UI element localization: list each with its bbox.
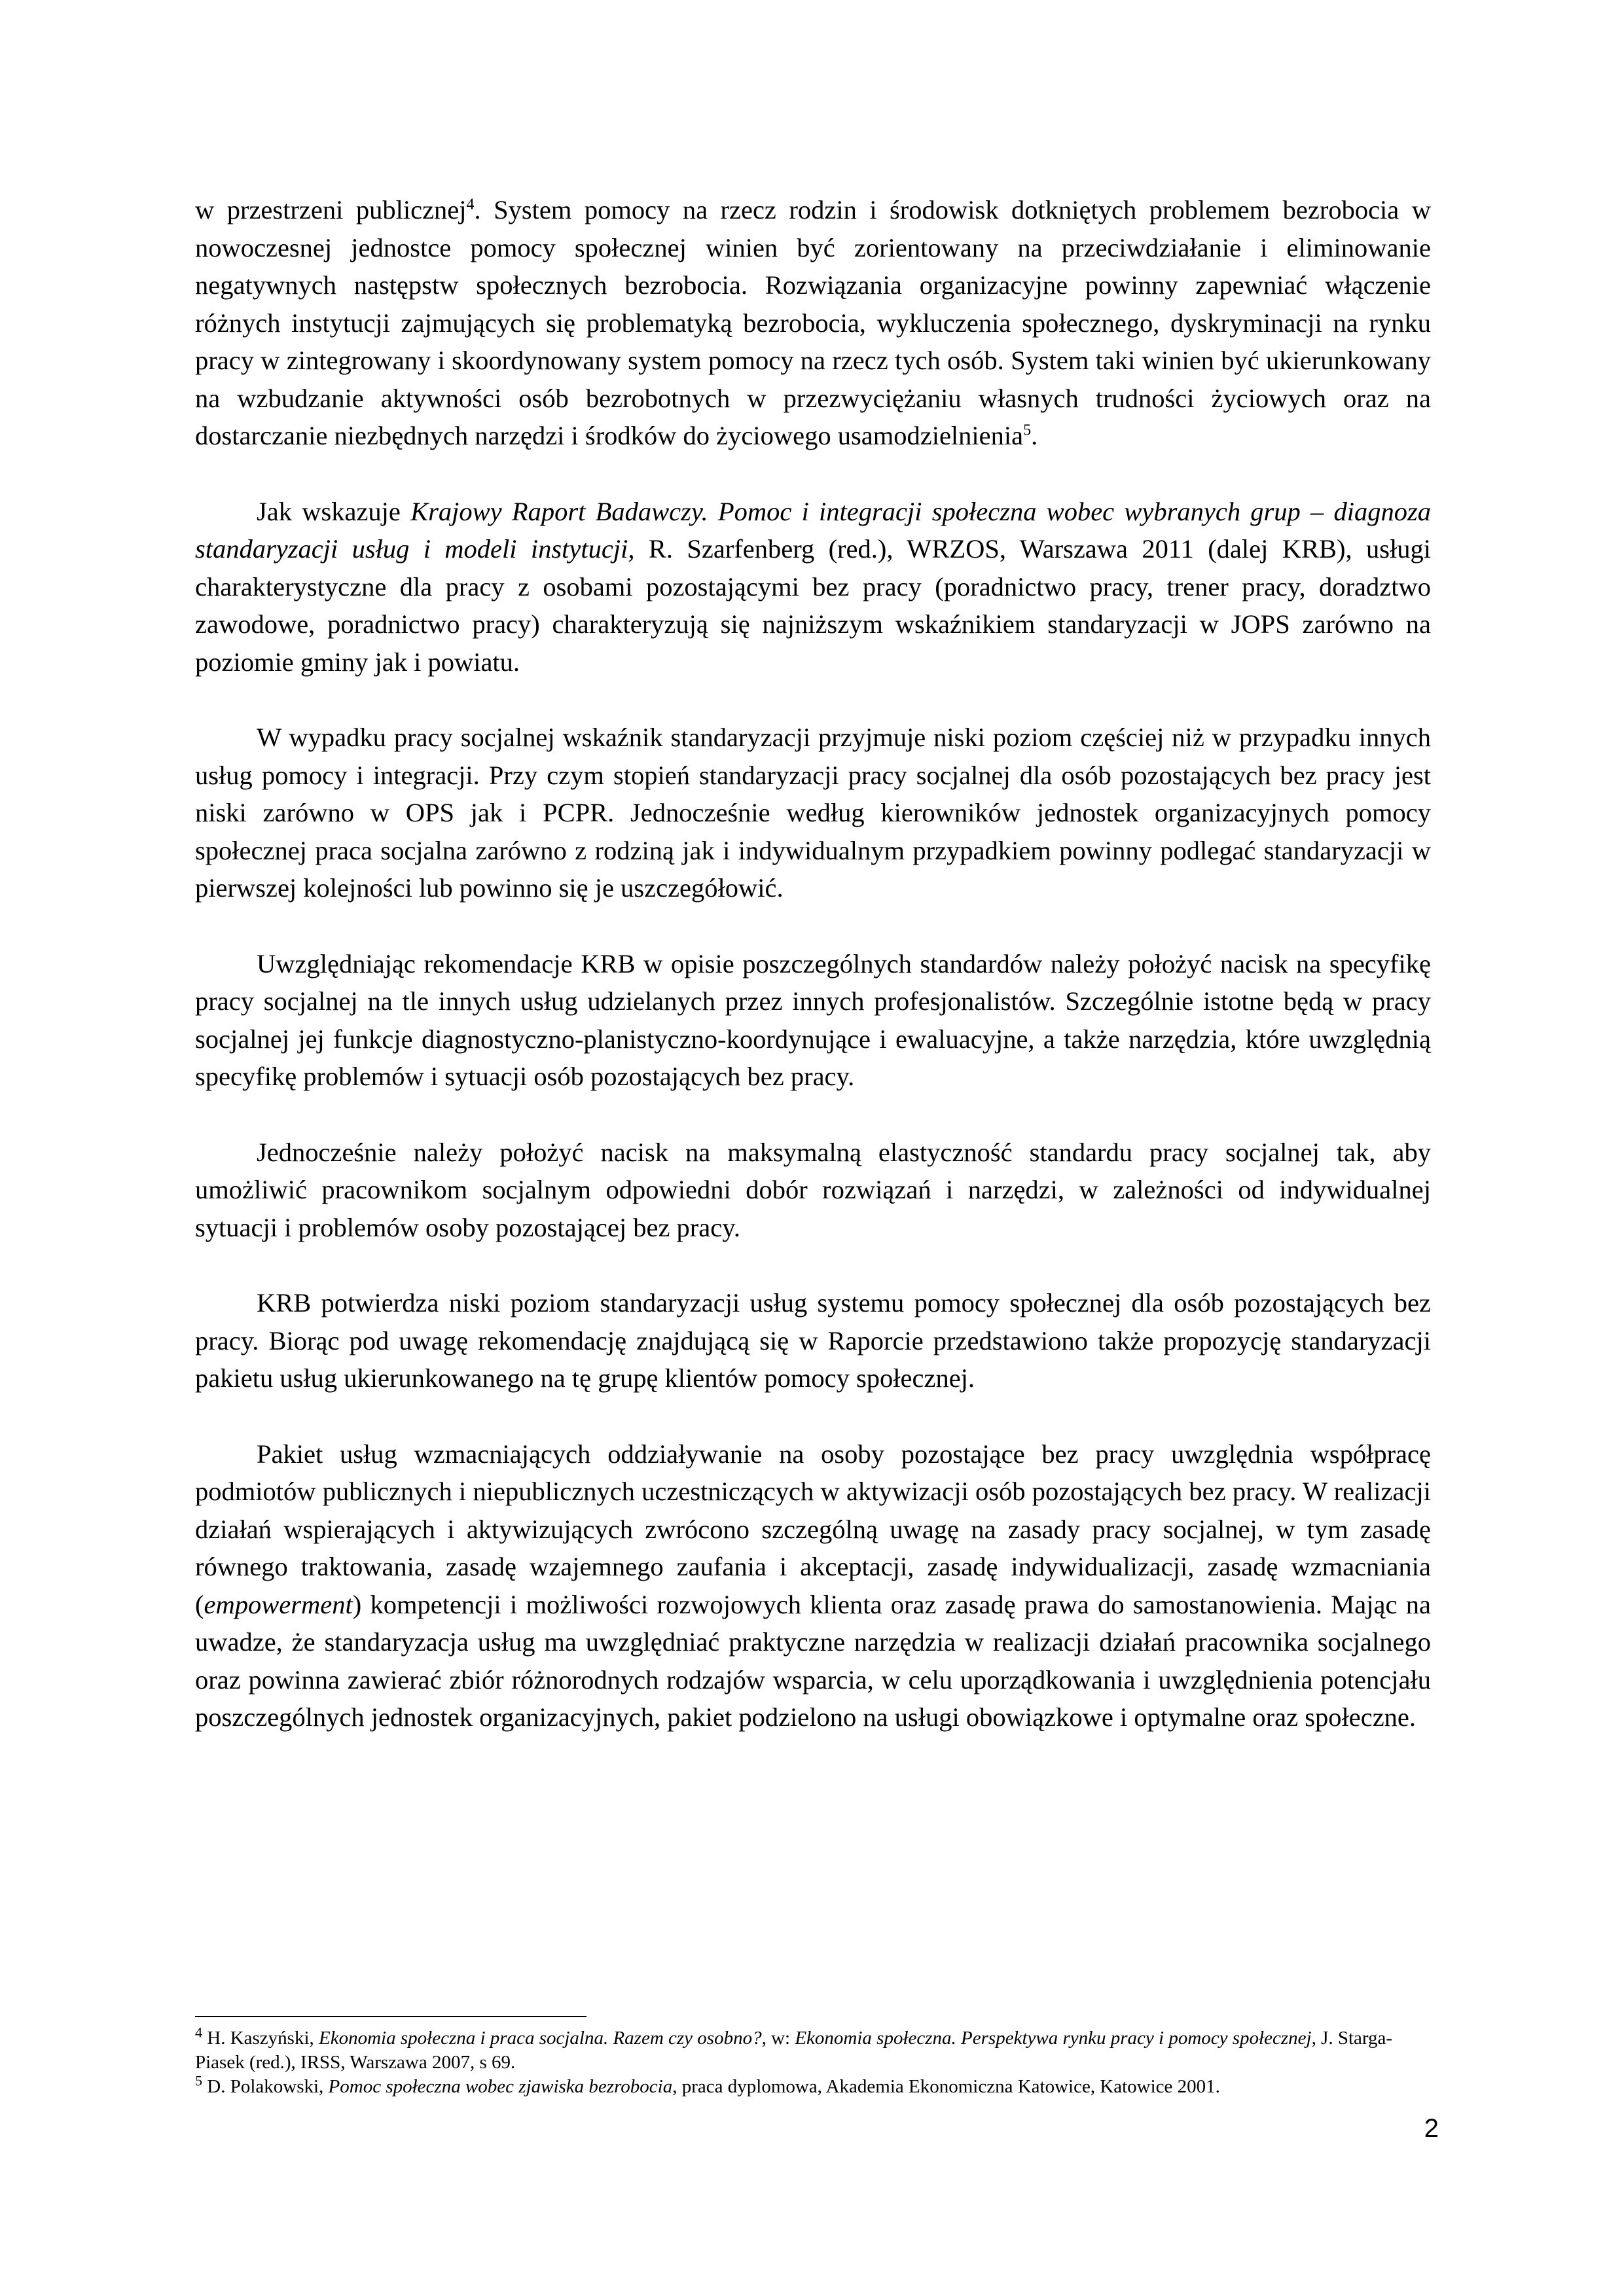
footnote-5-publisher: , praca dyplomowa, Akademia Ekonomiczna Katowice, Katowice 2001. [672, 2076, 1220, 2097]
footnote-4-author: H. Kaszyński, [202, 2028, 319, 2049]
paragraph-2 [195, 493, 1431, 681]
paragraph-3: W wypadku pracy socjalnej wskaźnik standaryzacji przyjmuje niski poziom częściej niż w przypadku innych usług pomocy i integracji. Przy czym stopień standaryzacji pracy socjalnej dla osób pozostających bez pracy jest niski zarówno w OPS jak i PCPR. Jednocześnie według kierowników jednostek organizacyjnych pomocy społecznej praca socjalna zarówno z rodziną jak i indywidualnym przypadkiem powinny podlegać standaryzacji w pierwszej kolejności lub powinno się je uszczegółowić. [195, 723, 1431, 903]
footnote-5-number: 5 [195, 2072, 202, 2089]
paragraph-7 [195, 1435, 1431, 1736]
footnote-4-number: 4 [195, 2024, 202, 2041]
paragraph-6: KRB potwierdza niski poziom standaryzacji usług systemu pomocy społecznej dla osób pozostających bez pracy. Biorąc pod uwagę rekomendację znajdującą się w Raporcie przedstawiono także propozycję standaryzacji pakietu usług ukierunkowanego na tę grupę klientów pomocy społecznej. [195, 1288, 1431, 1393]
paragraph-1-text-a: w przestrzeni publicznej [195, 195, 467, 224]
paragraph-4: Uwzględniając rekomendacje KRB w opisie poszczególnych standardów należy położyć nacisk na specyfikę pracy socjalnej na tle innych usług udzielanych przez innych profesjonalistów. Szczególnie istotne będą w pracy socjalnej jej funkcje diagnostyczno-planistyczno-koordynujące i ewaluacyjne, a także narzędzia, które uwzględnią specyfikę problemów i sytuacji osób pozostających bez pracy. [195, 948, 1431, 1091]
paragraph-7-lead: Pakiet usług wzmacniających oddziaływanie na osoby pozostające bez pracy uwzględnia współpracę podmiotów publicznych i niepublicznych uczestniczących w aktywizacji osób pozostających bez pracy. W realizacji działań wspierających i aktywizujących zwrócono szczególną uwagę na zasady pracy socjalnej, w tym zasadę równego traktowania, zasadę wzajemnego zaufania i akceptacji, zasadę indywidualizacji, zasadę wzmacniania ( [195, 1439, 1431, 1619]
paragraph-1-text-b: . System pomocy na rzecz rodzin i środowisk dotkniętych problemem bezrobocia w nowoczesnej jednostce pomocy społecznej winien być zorientowany na przeciwdziałanie i eliminowanie negatywnych następstw społecznych bezrobocia. Rozwiązania organizacyjne powinny zapewniać włączenie różnych instytucji zajmujących się problematyką bezrobocia, wykluczenia społecznego, dyskryminacji na rynku pracy w zintegrowany i skoordynowany system pomocy na rzecz tych osób. System taki winien być ukierunkowany na wzbudzanie aktywności osób bezrobotnych w przezwyciężaniu własnych trudności życiowych oraz na dostarczanie niezbędnych narzędzi i środków do życiowego usamodzielnienia [195, 195, 1431, 450]
footnote-ref-5[interactable]: 5 [1023, 422, 1032, 439]
footnote-5 [195, 2072, 1431, 2099]
footnote-4-book: Ekonomia społeczna. Perspektywa rynku pracy i pomocy społecznej [795, 2028, 1312, 2049]
paragraph-5: Jednocześnie należy położyć nacisk na maksymalną elastyczność standardu pracy socjalnej tak, aby umożliwić pracownikom socjalnym odpowiedni dobór rozwiązań i narzędzi, w zależności od indywidualnej sytuacji i problemów osoby pozostającej bez pracy. [195, 1137, 1431, 1242]
empowerment-term: empowerment [204, 1589, 353, 1619]
body-text [195, 191, 1431, 1774]
paragraph-7-rest: ) kompetencji i możliwości rozwojowych klienta oraz zasadę prawa do samostanowienia. Mając na uwadze, że standaryzacja usług ma uwzględniać praktyczne narzędzia w realizacji działań pracownika socjalnego oraz powinna zawierać zbiór różnorodnych rodzajów wsparcia, w celu uporządkowania i uwzględnienia potencjału poszczególnych jednostek organizacyjnych, pakiet podzielono na usługi obowiązkowe i optymalne oraz społeczne. [195, 1589, 1431, 1732]
footnote-4-title: Ekonomia społeczna i praca socjalna. Razem czy osobno? [319, 2028, 762, 2049]
footnote-4 [195, 2026, 1431, 2075]
footnotes [195, 2026, 1431, 2099]
page-number: 2 [1424, 2114, 1439, 2143]
footnote-separator [195, 2016, 586, 2017]
paragraph-2-lead: Jak wskazuje [257, 496, 411, 526]
report-title: Krajowy Raport Badawczy. Pomoc i integracji społeczna wobec wybranych grup – diagnoza standaryzacji usług i modeli instytucji, [195, 496, 1431, 564]
footnote-5-title: Pomoc społeczna wobec zjawiska bezrobocia [328, 2076, 673, 2097]
footnote-5-author: D. Polakowski, [202, 2076, 329, 2097]
footnote-4-sep: , w: [761, 2028, 795, 2049]
footnote-4-publisher: , J. Starga-Piasek (red.), IRSS, Warszawa 2007, s 69. [195, 2028, 1393, 2073]
paragraph-1 [195, 191, 1431, 455]
paragraph-1-text-end: . [1031, 421, 1038, 450]
footnote-ref-4[interactable]: 4 [466, 196, 475, 213]
paragraph-2-rest: R. Szarfenberg (red.), WRZOS, Warszawa 2011 (dalej KRB), usługi charakterystyczne dla pracy z osobami pozostającymi bez pracy (poradnictwo pracy, trener pracy, doradztwo zawodowe, poradnictwo pracy) charakteryzują się najniższym wskaźnikiem standaryzacji w JOPS zarówno na poziomie gminy jak i powiatu. [195, 534, 1431, 677]
